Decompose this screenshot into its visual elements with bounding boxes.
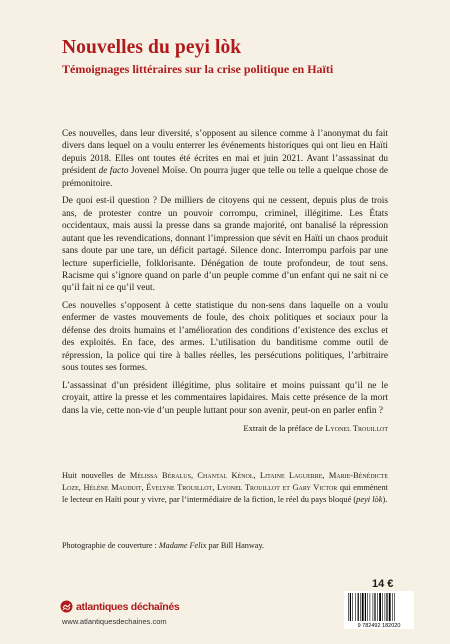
authors-paragraph: [62, 470, 388, 506]
isbn-barcode: [344, 591, 414, 629]
excerpt-prefix: Extrait de la préface de: [243, 422, 326, 433]
barcode-bar: [392, 593, 393, 621]
barcode-bar: [385, 593, 386, 621]
barcode-bar: [374, 593, 375, 621]
barcode-bar: [365, 593, 366, 621]
photo-credit-suffix: par Bill Hanway.: [206, 541, 265, 550]
barcode-bar: [377, 593, 378, 621]
photo-credit-work: Madame Felix: [158, 541, 207, 550]
barcode-digits: 9 782492 182020: [357, 623, 401, 629]
barcode-bar: [379, 593, 381, 621]
barcode-bar: [389, 593, 391, 621]
barcode-bar: [348, 593, 349, 621]
authors-intro: Huit nouvelles de: [62, 471, 130, 480]
photo-credit: [62, 541, 264, 550]
authors-text: ).: [382, 495, 388, 504]
author-names: Mélissa Béralus, Chantal Kénol, Litaine Laguerre, Marie-Bénédicte Loze, Hélène Mauduit, Évelyne Trouillot, Lyonel Trouillot et Gary Victor: [62, 471, 388, 492]
publisher-url[interactable]: www.atlantiquesdechaines.com: [62, 617, 167, 626]
barcode-bar: [362, 593, 364, 621]
excerpt-attribution: [62, 422, 388, 434]
barcode-bar: [358, 593, 359, 621]
barcode-bar: [394, 593, 395, 621]
publisher-logo: [60, 600, 179, 613]
barcode-bar: [355, 593, 356, 621]
blurb-text: Ces nouvelles, dans leur diversité, s’opposent au silence comme à l’anonymat du fait divers dans lequel on a voulu enterrer les événements historiques qui ont lieu en Haïti depuis 2018. Elles ont toutes été écrites en mai et juin 2021. Avant l’assassinat du président: [62, 129, 388, 177]
authors-note: [62, 470, 388, 506]
blurb-text: Jovenel Moïse. On pourra juger que telle ou telle a quelque chose de prémonitoire.: [62, 166, 388, 189]
barcode-bar: [370, 593, 371, 621]
price-label: 14 €: [372, 578, 394, 590]
blurb-paragraph-1: [62, 128, 388, 190]
book-title: Nouvelles du peyi lòk: [62, 37, 242, 58]
blurb: [62, 128, 388, 434]
blurb-paragraph-3: Ces nouvelles s’opposent à cette statistique du non-sens dans laquelle on a voulu enfermer de vastes mouvements de foule, des choix politiques et sociaux pour la défense des droits humains et l’amélioration des conditions d’existence des exclus et des exploités. En face, des armes. L’utilisation du banditisme comme outil de répression, la police qui tire à balles réelles, les persécutions politiques, l’arbitraire sous toutes ses formes.: [62, 300, 388, 374]
publisher-name: atlantiques déchaînés: [76, 600, 180, 613]
authors-text: qui emmènent le lecteur en Haïti pour y vivre, par l’intermédiaire de la fiction, le réel du pays bloqué (: [62, 483, 388, 504]
photo-credit-prefix: Photographie de couverture :: [62, 541, 159, 550]
excerpt-author: Lyonel Trouillot: [325, 422, 388, 433]
blurb-italic: de facto: [98, 166, 129, 177]
authors-italic: peyi lòk: [356, 495, 383, 504]
blurb-paragraph-2: De quoi est-il question ? De milliers de citoyens qui ne cessent, depuis plus de trois ans, de protester contre un pouvoir corrompu, criminel, illégitime. Les États occidentaux, mais aussi la presse dans sa grande majorité, ont banalisé la répression autant que les revendications, donnant l’impression que sévit en Haïti un chaos produit sans doute par une tare, un déficit partagé. Silence donc. Interrompu parfois par une lecture superficielle, folklorisante. Dénégation de toute profondeur, de tout sens. Racisme qui s’ignore quand on parle d’un peuple comme d’un enfant qui ne sait ni ce qu’il fait ni ce qu’il veut.: [62, 196, 388, 294]
barcode-bar: [382, 593, 383, 621]
barcode-bar: [360, 593, 361, 621]
barcode-bar: [386, 593, 387, 621]
barcode-bar: [367, 593, 368, 621]
barcode-bar: [352, 593, 353, 621]
blurb-paragraph-4: L’assassinat d’un président illégitime, plus solitaire et moins puissant qu’il ne le croyait, attire la presse et les commentaires lapidaires. Mais cette présence de la mort dans la vie, cette non-vie d’un peuple luttant pour son avenir, peut-on en parler enfin ?: [62, 380, 388, 416]
barcode-bar: [350, 593, 351, 621]
book-subtitle: Témoignages littéraires sur la crise politique en Haïti: [62, 62, 334, 76]
barcode-bar: [373, 593, 374, 621]
publisher-logo-icon: [60, 600, 73, 613]
